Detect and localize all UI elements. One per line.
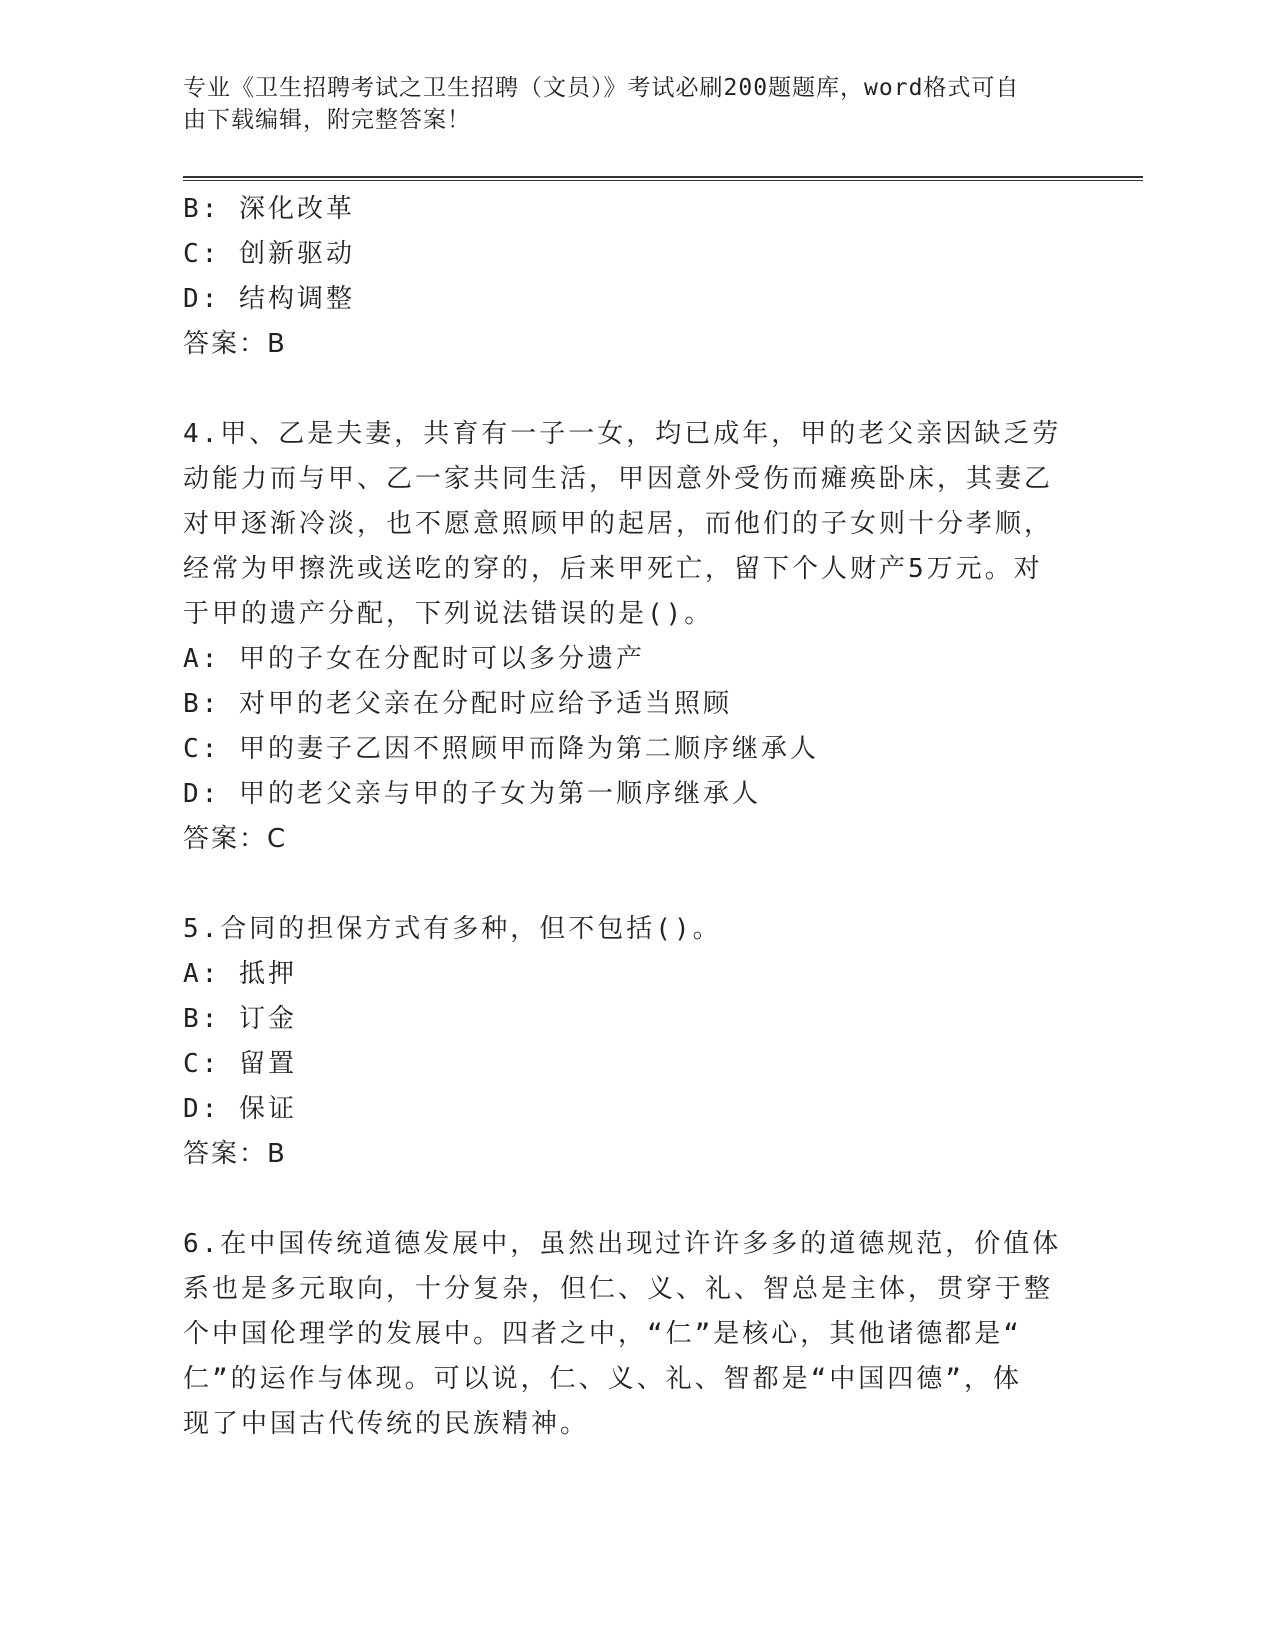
question-3-tail [183, 187, 1063, 367]
option-a: A: 抵押 [183, 959, 297, 989]
question-content [183, 187, 1063, 1447]
option-c: C: 创新驱动 [183, 239, 355, 269]
question-stem-line: 仁”的运作与体现。可以说，仁、义、礼、智都是“中国四德”，体 [183, 1364, 1022, 1394]
header-line-1: 专业《卫生招聘考试之卫生招聘（文员）》考试必刷200题题库，word格式可自 [183, 75, 1020, 101]
option-c: C: 留置 [183, 1049, 297, 1079]
question-stem-line: 对甲逐渐冷淡，也不愿意照顾甲的起居，而他们的子女则十分孝顺， [183, 509, 1054, 539]
question-4 [183, 412, 1063, 862]
answer-label: 答案：B [183, 329, 287, 359]
spacer [183, 862, 1063, 907]
question-stem-line: 现了中国古代传统的民族精神。 [183, 1409, 590, 1439]
question-stem-line: 5.合同的担保方式有多种，但不包括()。 [183, 914, 722, 944]
question-stem-line: 于甲的遗产分配，下列说法错误的是()。 [183, 599, 714, 629]
question-stem-line: 6.在中国传统道德发展中，虽然出现过许许多多的道德规范，价值体 [183, 1229, 1062, 1259]
question-stem-line: 4.甲、乙是夫妻，共育有一子一女，均已成年，甲的老父亲因缺乏劳 [183, 419, 1062, 449]
question-5 [183, 907, 1063, 1177]
header-line-2: 由下载编辑，附完整答案！ [183, 107, 471, 133]
question-stem-line: 动能力而与甲、乙一家共同生活，甲因意外受伤而瘫痪卧床，其妻乙 [183, 464, 1054, 494]
header-divider-thin [183, 180, 1143, 181]
option-b: B: 订金 [183, 1004, 297, 1034]
option-b: B: 对甲的老父亲在分配时应给予适当照顾 [183, 689, 732, 719]
question-6 [183, 1222, 1063, 1447]
question-stem-line: 系也是多元取向，十分复杂，但仁、义、礼、智总是主体，贯穿于整 [183, 1274, 1054, 1304]
option-d: D: 结构调整 [183, 284, 355, 314]
spacer [183, 367, 1063, 412]
question-stem-line: 个中国伦理学的发展中。四者之中，“仁”是核心，其他诸德都是“ [183, 1319, 1022, 1349]
answer-label: 答案：C [183, 824, 288, 854]
question-stem-line: 经常为甲擦洗或送吃的穿的，后来甲死亡，留下个人财产5万元。对 [183, 554, 1043, 584]
option-a: A: 甲的子女在分配时可以多分遗产 [183, 644, 645, 674]
document-header [183, 72, 1063, 136]
option-d: D: 保证 [183, 1094, 297, 1124]
option-c: C: 甲的妻子乙因不照顾甲而降为第二顺序继承人 [183, 734, 819, 764]
option-b: B: 深化改革 [183, 194, 355, 224]
answer-label: 答案：B [183, 1139, 287, 1169]
header-divider-thick [183, 176, 1143, 178]
spacer [183, 1177, 1063, 1222]
option-d: D: 甲的老父亲与甲的子女为第一顺序继承人 [183, 779, 761, 809]
